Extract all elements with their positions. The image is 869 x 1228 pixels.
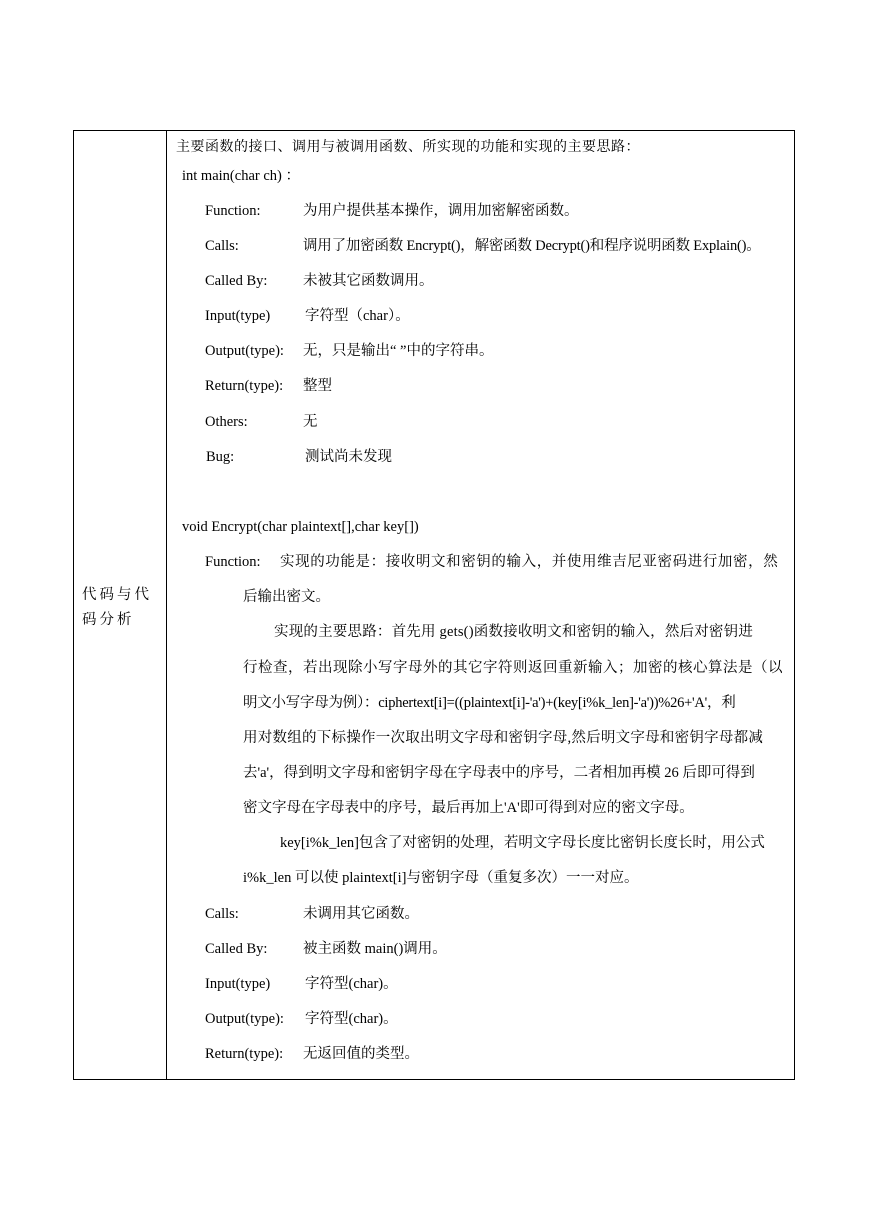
encrypt-calls-label: Calls: (205, 906, 239, 922)
encrypt-desc-line: 行检查，若出现除小写字母外的其它字符则返回重新输入；加密的核心算法是（以 (243, 660, 783, 676)
encrypt-desc-line: 后输出密文。 (243, 589, 330, 605)
main-input-label: Input(type) (205, 308, 271, 324)
main-return-value: 整型 (303, 378, 332, 394)
encrypt-desc-line: 去'a'，得到明文字母和密钥字母在字母表中的序号，二者相加再模 26 后即可得到 (243, 765, 755, 781)
encrypt-desc-line: i%k_len 可以使 plaintext[i]与密钥字母（重复多次）一一对应。 (243, 870, 639, 886)
encrypt-desc-line: 实现的主要思路：首先用 gets()函数接收明文和密钥的输入，然后对密钥进 (274, 624, 754, 640)
section-label: 代码与代码分析 (82, 587, 152, 628)
main-calls-value: 调用了加密函数 Encrypt()，解密函数 Decrypt()和程序说明函数 Explain()。 (303, 238, 761, 254)
label-cell (74, 131, 167, 1079)
encrypt-signature: void Encrypt(char plaintext[],char key[]) (182, 519, 419, 535)
main-bug-label: Bug: (206, 449, 235, 465)
encrypt-return-value: 无返回值的类型。 (303, 1046, 419, 1062)
encrypt-output-label: Output(type): (205, 1011, 284, 1027)
encrypt-calls-value: 未调用其它函数。 (303, 906, 419, 922)
encrypt-desc-line: 密文字母在字母表中的序号，最后再加上'A'即可得到对应的密文字母。 (243, 800, 694, 816)
encrypt-return-label: Return(type): (205, 1046, 284, 1062)
encrypt-function-label: Function: (205, 554, 261, 570)
encrypt-desc-line: 明文小写字母为例）：ciphertext[i]=((plaintext[i]-'a')+(key[i%k_len]-'a'))%26+'A'，利 (243, 695, 736, 711)
encrypt-calledby-label: Called By: (205, 941, 268, 957)
encrypt-calledby-value: 被主函数 main()调用。 (303, 941, 447, 957)
analysis-table (73, 130, 795, 1080)
main-others-label: Others: (205, 414, 248, 430)
main-others-value: 无 (303, 414, 318, 430)
main-function-label: Function: (205, 203, 261, 219)
encrypt-output-value: 字符型(char)。 (305, 1011, 398, 1027)
encrypt-input-label: Input(type) (205, 976, 271, 992)
main-signature: int main(char ch) ： (182, 168, 300, 184)
main-return-label: Return(type): (205, 378, 284, 394)
main-function-value: 为用户提供基本操作，调用加密解密函数。 (303, 203, 579, 219)
encrypt-input-value: 字符型(char)。 (305, 976, 398, 992)
main-calledby-label: Called By: (205, 273, 268, 289)
main-calls-label: Calls: (205, 238, 239, 254)
encrypt-desc-line: key[i%k_len]包含了对密钥的处理，若明文字母长度比密钥长度长时，用公式 (280, 835, 765, 851)
section-heading: 主要函数的接口、调用与被调用函数、所实现的功能和实现的主要思路： (176, 139, 640, 155)
main-output-label: Output(type): (205, 343, 284, 359)
main-output-value: 无，只是输出“ ”中的字符串。 (303, 343, 494, 359)
encrypt-desc-line: 实现的功能是：接收明文和密钥的输入，并使用维吉尼亚密码进行加密，然 (280, 554, 779, 570)
main-input-value: 字符型（char）。 (305, 308, 410, 324)
main-calledby-value: 未被其它函数调用。 (303, 273, 434, 289)
encrypt-desc-line: 用对数组的下标操作一次取出明文字母和密钥字母,然后明文字母和密钥字母都减 (243, 730, 764, 746)
main-bug-value: 测试尚未发现 (305, 449, 392, 465)
